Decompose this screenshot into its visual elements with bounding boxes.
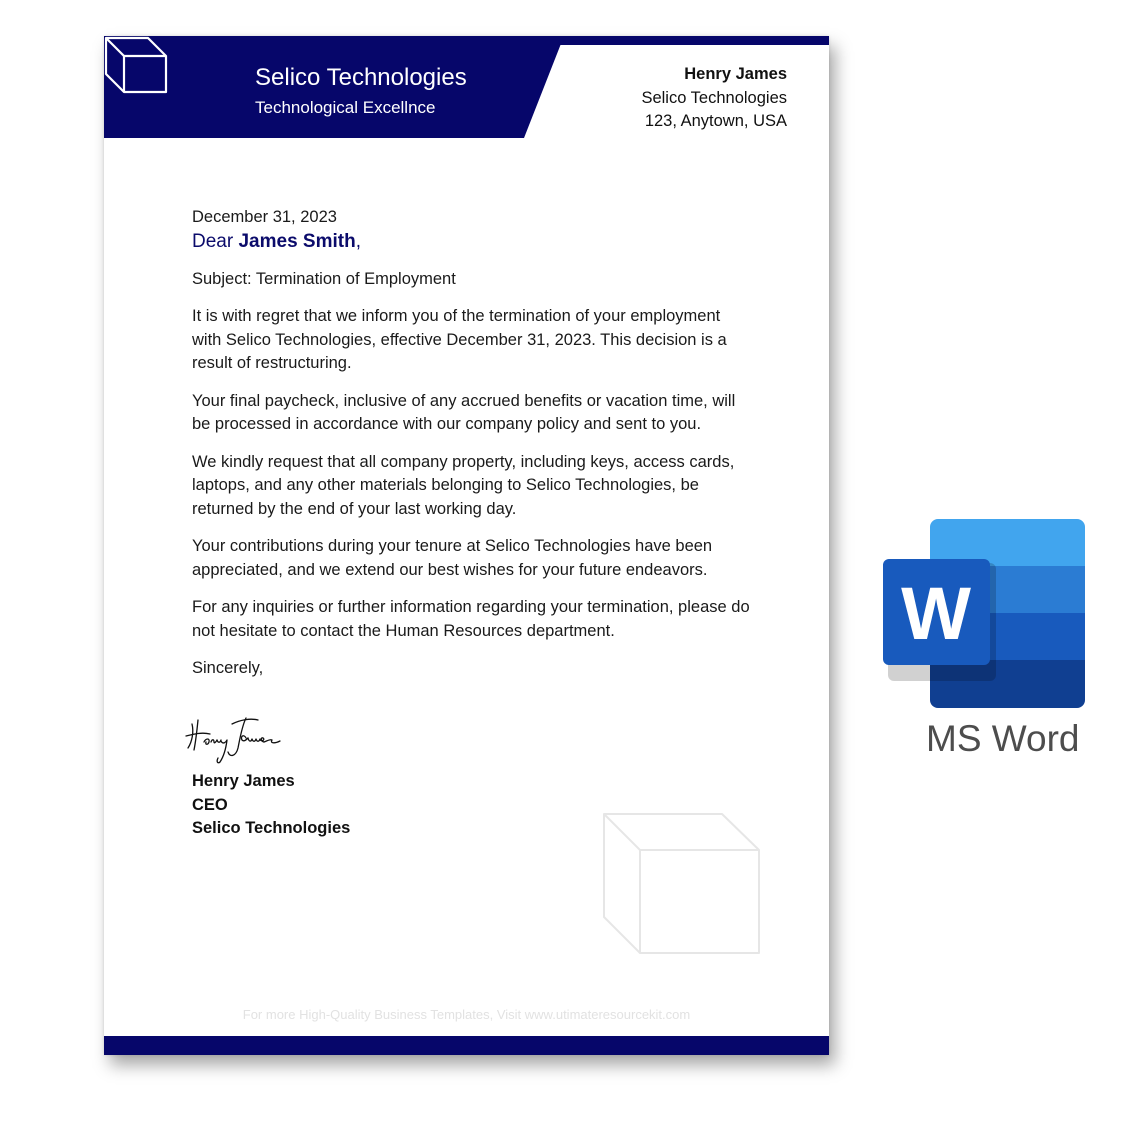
ms-word-label: MS Word [926, 718, 1080, 759]
cube-icon [104, 36, 168, 94]
footer-bar [104, 1036, 829, 1055]
salutation-prefix: Dear [192, 230, 239, 252]
paragraph: Your contributions during your tenure at Selico Technologies have been appreciated, and we extend our best wishes for your future endeavors. [192, 537, 713, 579]
paragraph: For any inquiries or further information regarding your termination, please do not hesitate to contact the Human Resources department. [192, 598, 750, 640]
sender-address: 123, Anytown, USA [644, 112, 787, 130]
word-letter: W [901, 572, 971, 655]
signer-block [192, 770, 350, 841]
paragraph: We kindly request that all company property, including keys, access cards, laptops, and any other materials belonging to Selico Technologies, be returned by the end of your last working day. [192, 452, 735, 518]
sender-block [641, 63, 787, 134]
salutation [192, 230, 752, 254]
sender-company: Selico Technologies [641, 88, 787, 107]
handwritten-signature [184, 712, 294, 768]
signer-name: Henry James [192, 772, 295, 790]
company-name: Selico Technologies [255, 64, 467, 91]
closing: Sincerely, [192, 659, 264, 677]
watermark-cube-icon [602, 812, 762, 956]
footer-note: For more High-Quality Business Templates, Visit www.utimateresourcekit.com [242, 1007, 691, 1022]
signer-title: CEO [192, 795, 228, 814]
ms-word-icon [882, 518, 1086, 710]
letter-body [192, 206, 752, 681]
recipient-name: James Smith [238, 230, 356, 252]
subject-line: Subject: Termination of Employment [192, 269, 456, 288]
letter-date: December 31, 2023 [192, 208, 337, 226]
salutation-suffix: , [355, 230, 361, 252]
company-tagline: Technological Excellnce [255, 98, 436, 117]
paragraph: Your final paycheck, inclusive of any accrued benefits or vacation time, will be processed in accordance with our company policy and sent to you. [192, 391, 736, 433]
sender-name: Henry James [684, 65, 787, 83]
paragraph: It is with regret that we inform you of the termination of your employment with Selico Technologies, effective December 31, 2023. This decision is a result of restructuring. [192, 307, 727, 372]
signer-company: Selico Technologies [192, 819, 351, 837]
letter-page [104, 36, 829, 1055]
